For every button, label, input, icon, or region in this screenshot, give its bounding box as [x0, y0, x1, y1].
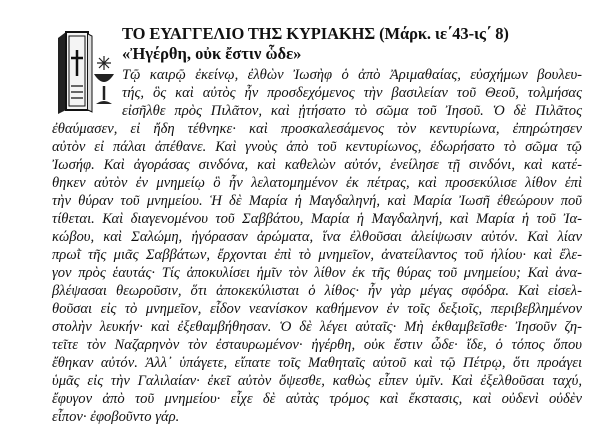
- text-line: θοῦσαι εἰς τὸ μνημεῖον, εἶδον νεανίσκον καθήμενον ἐν τοῖς δεξιοῖς, περιβεβλημένον: [52, 301, 582, 317]
- text-line: τής, ὃς καὶ αὐτὸς ἦν προσδεχόμενος τὴν βασιλείαν τοῦ Θεοῦ, τολμήσας: [122, 85, 582, 101]
- page-title: ΤΟ ΕΥΑΓΓΕΛΙΟ ΤΗΣ ΚΥΡΙΑΚΗΣ (Μάρκ. ιε΄43-ις΄ 8): [122, 24, 509, 43]
- text-line: πρωῒ τῆς μιᾶς Σαββάτων, ἔρχονται ἐπὶ τὸ μνημεῖον, ἀνατείλαντος τοῦ ἡλίου· καὶ ἔλε-: [52, 247, 582, 263]
- text-line: Τῷ καιρῷ ἐκείνῳ, ἐλθὼν Ἰωσὴφ ὁ ἀπὸ Ἀριμαθαίας, εὐσχήμων βουλευ-: [122, 67, 582, 83]
- text-line: ἐθαύμασεν, εἰ ἤδη τέθνηκε· καὶ προσκαλεσάμενος τὸν κεντυρίωνα, ἐπηρώτησεν: [52, 121, 582, 137]
- text-line: κώβου, καὶ Σαλώμη, ἠγόρασαν ἀρώματα, ἵνα ἐλθοῦσαι ἀλείψωσιν αὐτόν. Καὶ λίαν: [52, 229, 582, 245]
- text-line: ὑμᾶς εἰς τὴν Γαλιλαίαν· ἐκεῖ αὐτὸν ὄψεσθε, καθὼς εἶπεν ὑμῖν. Καὶ ἐξελθοῦσαι ταχύ,: [52, 373, 582, 389]
- text-line: τεῖτε τὸν Ναζαρηνὸν τὸν ἐσταυρωμένον· ἠγέρθη, οὐκ ἔστιν ὧδε· ἴδε, ὁ τόπος ὅπου: [52, 337, 582, 353]
- text-line: εἶπον· ἐφοβοῦντο γάρ.: [52, 409, 180, 425]
- text-line: ἔφυγον ἀπὸ τοῦ μνημείου· εἶχε δὲ αὐτὰς τρόμος καὶ ἔκστασις, καὶ οὐδενὶ οὐδὲν: [52, 391, 582, 407]
- text-line: στολὴν λευκήν· καὶ ἐξεθαμβήθησαν. Ὁ δὲ λέγει αὐταῖς· Μὴ ἐκθαμβεῖσθε· Ἰησοῦν ζη-: [52, 319, 582, 335]
- text-line: γον πρὸς ἑαυτάς· Τίς ἀποκυλίσει ἡμῖν τὸν λίθον ἐκ τῆς θύρας τοῦ μνημείου; Καὶ ἀνα-: [52, 265, 582, 281]
- text-line: βλέψασαι θεωροῦσιν, ὅτι ἀποκεκύλισται ὁ λίθος· ἦν γὰρ μέγας σφόδρα. Καὶ εἰσελ-: [52, 283, 582, 299]
- text-line: αὐτὸν εἰ πάλαι ἀπέθανε. Καὶ γνοὺς ἀπὸ τοῦ κεντυρίωνος, ἐδωρήσατο τὸ σῶμα τῷ: [52, 139, 582, 155]
- text-line: τίθεται. Καὶ διαγενομένου τοῦ Σαββάτου, Μαρία ἡ Μαγδαληνή, καὶ Μαρία ἡ τοῦ Ἰα-: [52, 211, 582, 227]
- page-subtitle: «Ἠγέρθη, οὐκ ἔστιν ὧδε»: [122, 44, 302, 63]
- text-line: θηκεν αὐτὸν ἐν μνημείῳ ὃ ἦν λελατομημένον ἐκ πέτρας, καὶ προσεκύλισε λίθον ἐπὶ: [52, 175, 582, 191]
- text-line: Ἰωσήφ. Καὶ ἀγοράσας σινδόνα, καὶ καθελὼν αὐτόν, ἐνείλησε τῇ σινδόνι, καὶ κατέ-: [52, 157, 582, 173]
- text-line: ἔθηκαν αὐτόν. Ἀλλ᾽ ὑπάγετε, εἴπατε τοῖς Μαθηταῖς αὐτοῦ καὶ τῷ Πέτρῳ, ὅτι προάγει: [52, 355, 582, 371]
- text-line: εἰσῆλθε πρὸς Πιλᾶτον, καὶ ᾐτήσατο τὸ σῶμα τοῦ Ἰησοῦ. Ὁ δὲ Πιλᾶτος: [122, 103, 582, 119]
- gospel-book-with-chalice-icon: [52, 28, 116, 114]
- text-line: τὴν θύραν τοῦ μνημείου. Ἡ δὲ Μαρία ἡ Μαγδαληνή, καὶ Μαρία Ἰωσῆ ἐθεώρουν ποῦ: [52, 193, 582, 209]
